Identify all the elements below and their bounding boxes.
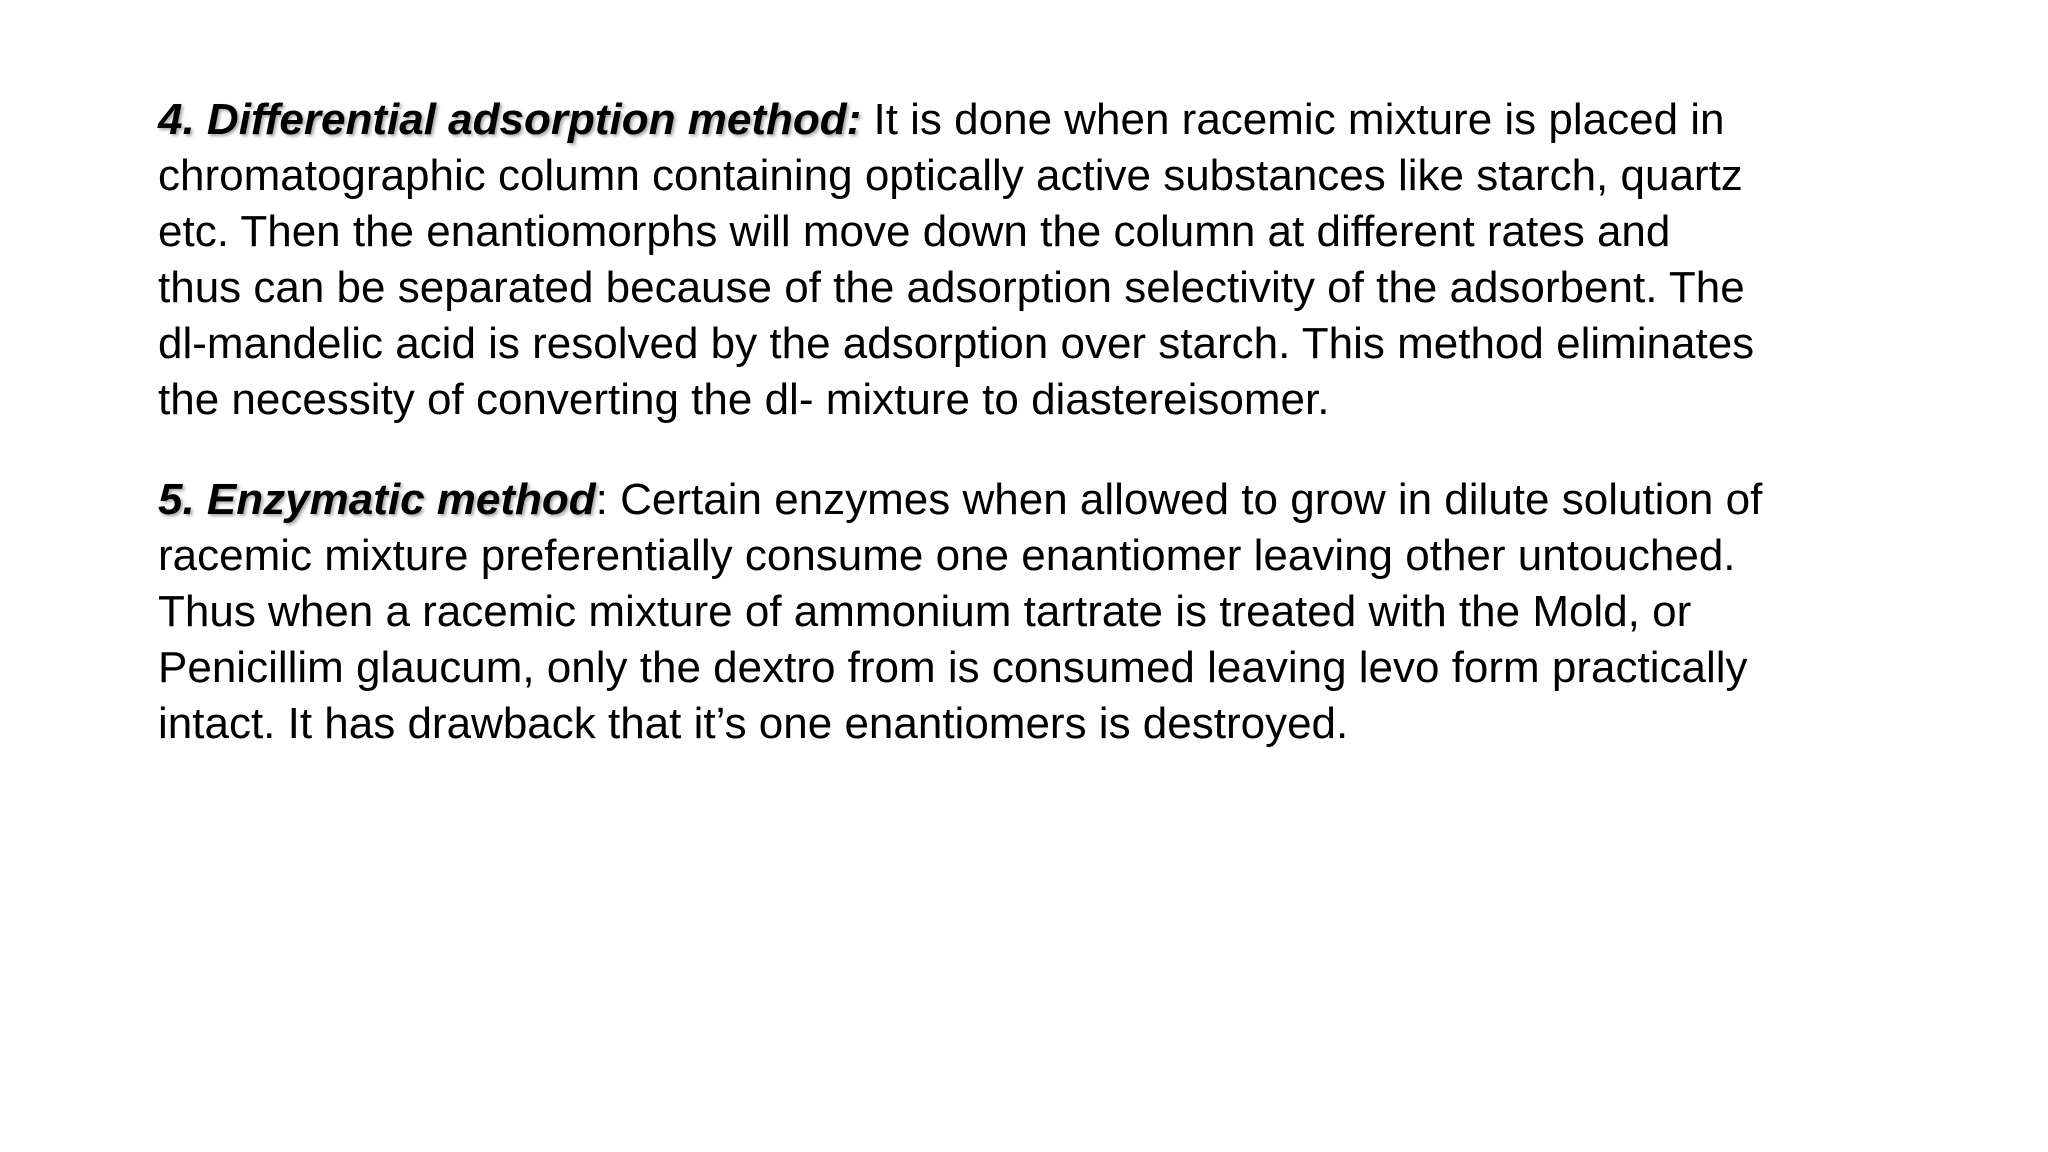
paragraph-separator [861,95,873,144]
paragraph-body: Certain enzymes when allowed to grow in dilute solution of racemic mixture preferentially consume one enantiomer leaving other untouched. Thus when a racemic mixture of ammonium tartrate is treated with the Mold, or Penicillim glaucum, only the dextro from is consumed leaving levo form practically intact. It has drawback that it’s one enantiomers is destroyed. [158,475,1763,748]
paragraph-separator: : [595,475,621,524]
paragraph-body: It is done when racemic mixture is placed in chromatographic column containing optically active substances like starch, quartz etc. Then the enantiomorphs will move down the column at different rates and thus can be separated because of the adsorption selectivity of the adsorbent. The dl-mandelic acid is resolved by the adsorption over starch. This method eliminates the necessity of converting the dl- mixture to diastereisomer. [158,95,1755,424]
paragraph-heading: 5. Enzymatic method [158,475,596,524]
paragraph-differential-adsorption [158,92,1918,428]
paragraph-enzymatic-method [158,472,1918,752]
slide-content [158,92,1918,752]
paragraph-heading: 4. Differential adsorption method: [158,95,862,144]
